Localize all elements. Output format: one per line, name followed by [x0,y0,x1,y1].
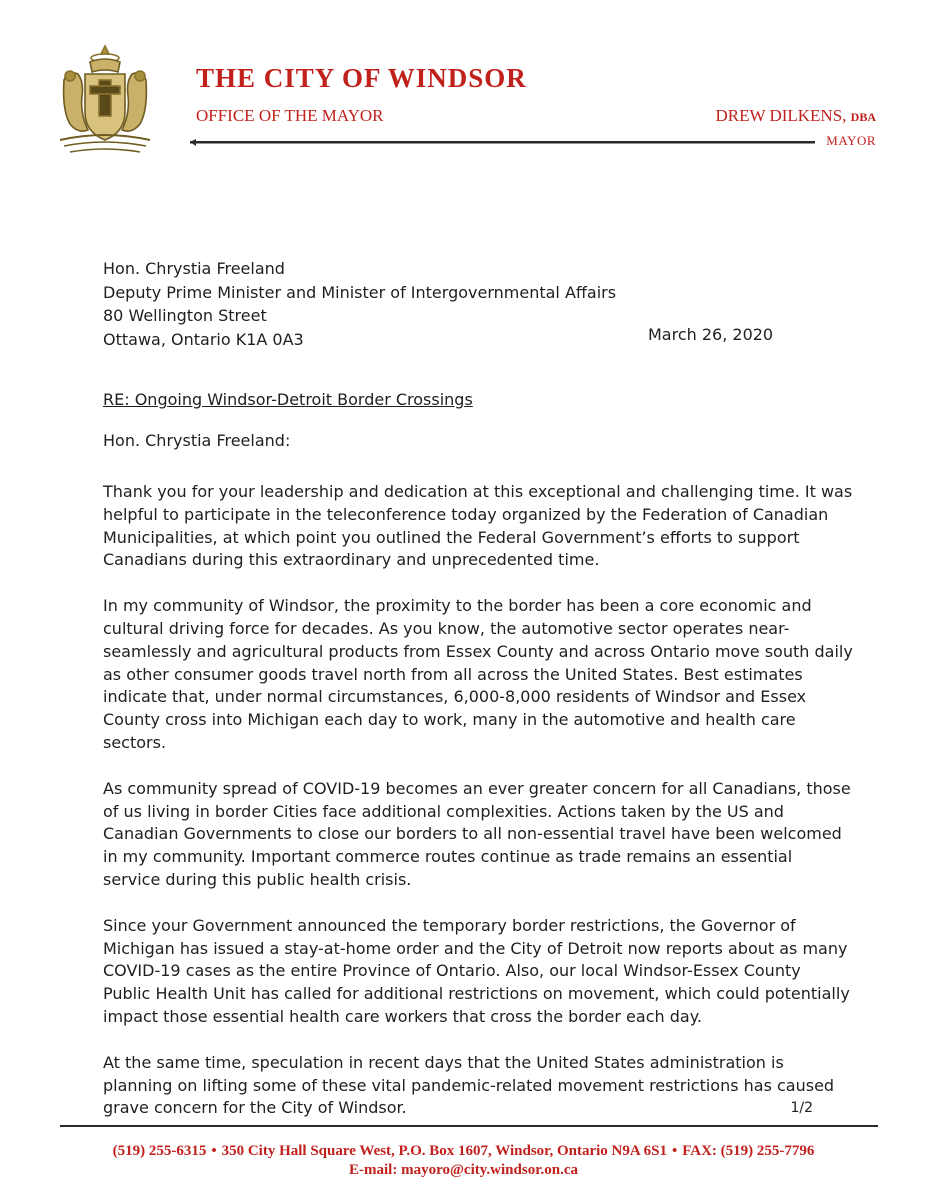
recipient-name: Hon. Chrystia Freeland [103,259,285,278]
footer-bullet: • [671,1143,678,1159]
footer-email[interactable]: E-mail: mayoro@city.windsor.on.ca [349,1162,578,1178]
body-paragraph: Thank you for your leadership and dedication at this exceptional and challenging time. It was helpful to participate in the teleconference today organized by the Federation of Canadian Municipalities, at which point you outlined the Federal Government’s efforts to support Canadians during this extraordinary and unprecedented time. [103,482,853,570]
letterhead-mayor-title: MAYOR [826,133,876,148]
body-paragraph: In my community of Windsor, the proximity to the border has been a core economic and cultural driving force for decades. As you know, the automotive sector operates near-seamlessly and agricultural products from Essex County and across Ontario move south daily as other consumer goods travel north from all across the United States. Best estimates indicate that, under normal circumstances, 6,000-8,000 residents of Windsor and Essex County cross into Michigan each day to work, many in the automotive and health care sectors. [103,596,853,752]
footer-address: 350 City Hall Square West, P.O. Box 1607, Windsor, Ontario N9A 6S1 [221,1143,667,1159]
footer-bullet: • [211,1143,217,1159]
recipient-title: Deputy Prime Minister and Minister of Intergovernmental Affairs [103,282,617,302]
mayor-suffix: DBA [850,110,876,124]
recipient-address [103,257,616,351]
letterhead-city-title: THE CITY OF WINDSOR [196,63,527,93]
page-number: 1/2 [790,1100,813,1116]
body-paragraph: As community spread of COVID-19 becomes an ever greater concern for all Canadians, those of us living in border Cities face additional complexities. Actions taken by the US and Canadian Governments to close our borders to all non-essential travel have been welcomed in my community. Important commerce routes continue as trade remains an essential service during this public health crisis. [103,778,851,889]
header-rule [190,139,815,147]
letter-date: March 26, 2020 [648,325,774,344]
mayor-name-text: DREW DILKENS, [715,106,847,125]
footer-contact-line [0,1143,927,1160]
body-paragraph: At the same time, speculation in recent days that the United States administration is planning on lifting some of these vital pandemic-related movement restrictions has caused grave concern for the City of Windsor. [103,1052,835,1118]
footer-fax: FAX: (519) 255-7796 [682,1143,815,1159]
body-paragraph: Since your Government announced the temporary border restrictions, the Governor of Michigan has issued a stay-at-home order and the City of Detroit now reports about as many COVID-19 cases as the entire Province of Ontario. Also, our local Windsor-Essex County Public Health Unit has called for additional restrictions on movement, which could potentially impact those essential health care workers that cross the border each day. [103,915,850,1026]
recipient-street: 80 Wellington Street [103,306,267,325]
city-crest-logo [50,40,160,160]
footer-phone: (519) 255-6315 [112,1143,207,1159]
letter-salutation: Hon. Chrystia Freeland: [103,431,291,450]
footer-rule [60,1123,878,1129]
letter-body [103,481,853,1143]
letterhead-office: OFFICE OF THE MAYOR [196,106,384,125]
letterhead-mayor-name [715,106,876,126]
recipient-city: Ottawa, Ontario K1A 0A3 [103,329,304,349]
letter-subject: RE: Ongoing Windsor-Detroit Border Crossings [103,390,473,409]
